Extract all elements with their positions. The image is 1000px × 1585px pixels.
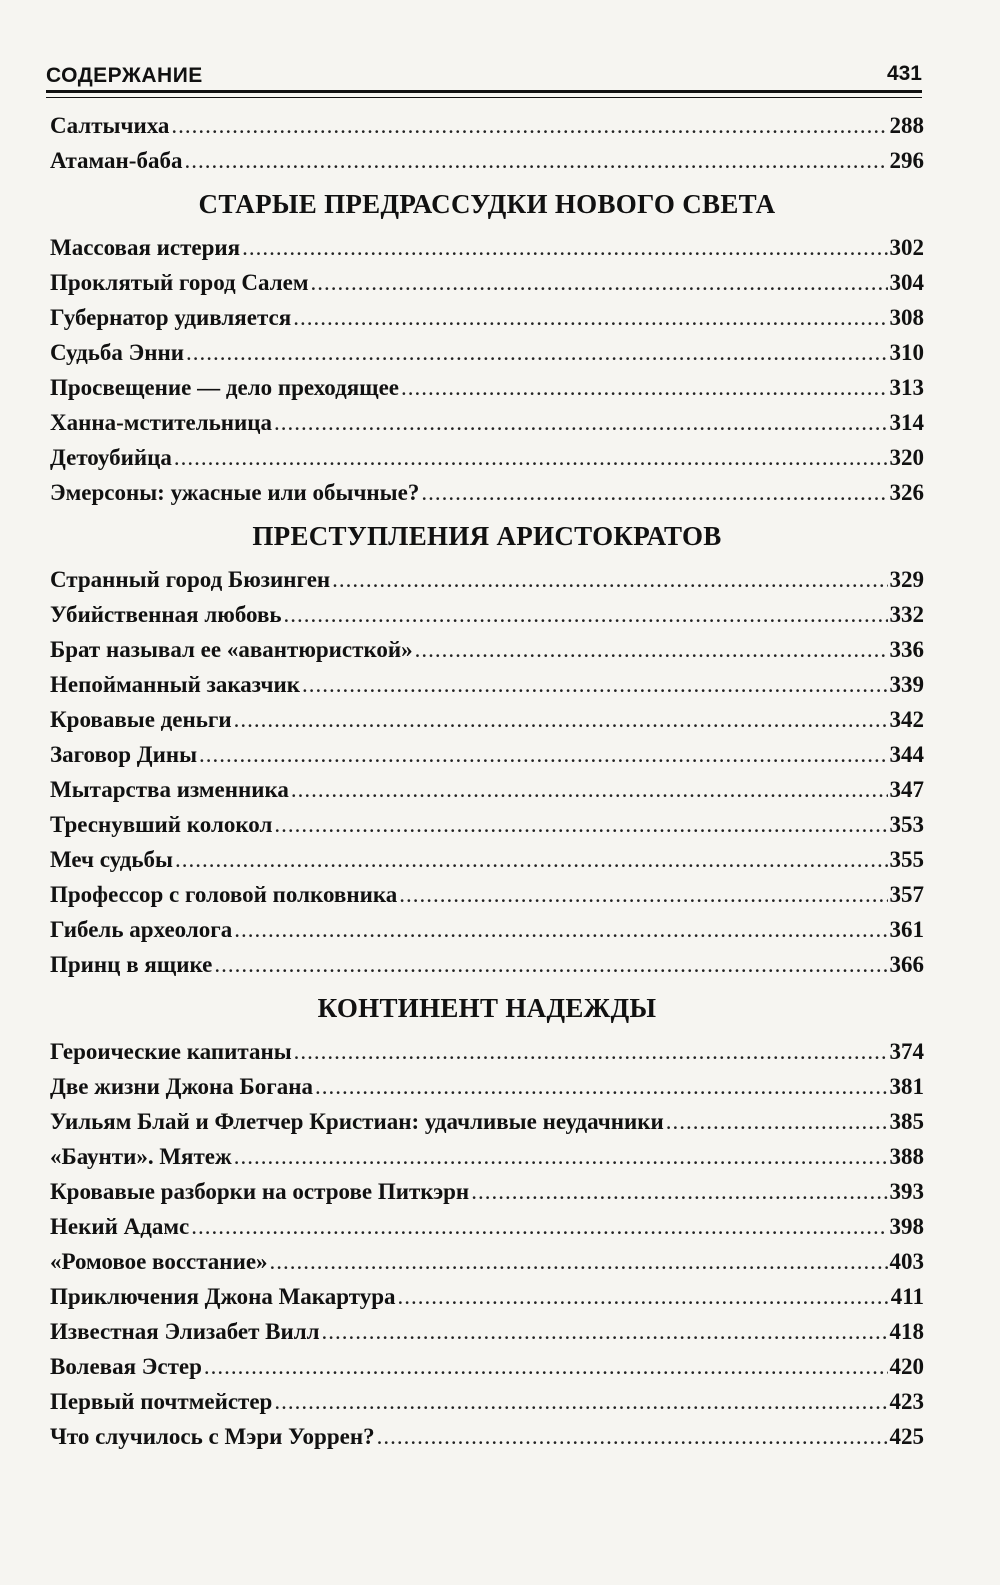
toc-entry-page: 403 (889, 1249, 924, 1274)
toc-entry-title: Салтычиха (50, 113, 170, 138)
toc-entry-page: 355 (889, 847, 924, 872)
toc-entry (50, 1384, 924, 1419)
toc-entry (50, 370, 924, 405)
section-heading: СТАРЫЕ ПРЕДРАССУДКИ НОВОГО СВЕТА (198, 189, 776, 219)
toc-entry-page: 336 (889, 637, 924, 662)
dot-leader (274, 405, 887, 440)
toc-entry (50, 143, 924, 178)
dot-leader (234, 702, 888, 737)
toc-entry-title: Треснувший колокол (50, 812, 273, 837)
dot-leader (184, 143, 887, 178)
dot-leader (214, 947, 887, 982)
toc-entry-title: «Ромовое восстание» (50, 1249, 268, 1274)
toc-entry (50, 702, 924, 737)
toc-entry (50, 1139, 924, 1174)
toc-entry-title: Атаман-баба (50, 148, 183, 173)
toc-entry-page: 329 (889, 567, 924, 592)
toc-entry-title: Волевая Эстер (50, 1354, 202, 1379)
toc-entry (50, 842, 924, 877)
toc-entry (50, 1349, 924, 1384)
toc-entry-page: 423 (889, 1389, 924, 1414)
dot-leader (401, 370, 887, 405)
toc-entry-title: Судьба Энни (50, 340, 184, 365)
toc-entry-page: 332 (889, 602, 924, 627)
toc-entry-title: Профессор с головой полковника (50, 882, 398, 907)
toc-entry-page: 288 (889, 113, 924, 138)
toc-entry-title: Меч судьбы (50, 847, 173, 872)
toc-entry-page: 308 (889, 305, 924, 330)
section-heading: ПРЕСТУПЛЕНИЯ АРИСТОКРАТОВ (252, 521, 722, 551)
toc-entry-title: Принц в ящике (50, 952, 213, 977)
toc-entry (50, 562, 924, 597)
toc-entry-page: 374 (889, 1039, 924, 1064)
dot-leader (377, 1419, 888, 1454)
toc-entry (50, 1209, 924, 1244)
toc-entry (50, 1034, 924, 1069)
toc-entry-title: Ханна-мстительница (50, 410, 273, 435)
toc-entry-title: Мытарства изменника (50, 777, 289, 802)
toc-entry-page: 344 (889, 742, 924, 767)
toc-entry-page: 353 (889, 812, 924, 837)
dot-leader (274, 1384, 887, 1419)
dot-leader (415, 632, 888, 667)
dot-leader (311, 265, 888, 300)
toc-entry (50, 772, 924, 807)
dot-leader (174, 440, 888, 475)
toc-entry-page: 385 (889, 1109, 924, 1134)
toc-entry-title: Массовая истерия (50, 235, 241, 260)
toc-entry-page: 310 (889, 340, 924, 365)
dot-leader (332, 562, 887, 597)
toc-entry (50, 1419, 924, 1454)
toc-entry (50, 877, 924, 912)
section-heading: КОНТИНЕНТ НАДЕЖДЫ (317, 993, 657, 1023)
toc-entry-page: 320 (889, 445, 924, 470)
toc-entry (50, 1314, 924, 1349)
toc-entry-title: Две жизни Джона Богана (50, 1074, 313, 1099)
dot-leader (397, 1279, 888, 1314)
toc-entry-page: 361 (889, 917, 924, 942)
toc-entry-title: Непойманный заказчик (50, 672, 300, 697)
toc-entry-page: 302 (889, 235, 924, 260)
toc-entry-title: Проклятый город Салем (50, 270, 309, 295)
toc-entry-page: 425 (889, 1424, 924, 1449)
toc-entry-page: 313 (889, 375, 924, 400)
toc-entry-page: 393 (889, 1179, 924, 1204)
toc-entry-page: 388 (889, 1144, 924, 1169)
toc-entry-page: 296 (889, 148, 924, 173)
dot-leader (274, 807, 887, 842)
toc-entry-title: Детоубийца (50, 445, 172, 470)
toc-entry (50, 265, 924, 300)
toc-entry-page: 339 (889, 672, 924, 697)
table-of-contents (50, 108, 924, 1454)
toc-entry-page: 304 (889, 270, 924, 295)
toc-entry (50, 1069, 924, 1104)
dot-leader (471, 1174, 887, 1209)
toc-entry-page: 398 (889, 1214, 924, 1239)
dot-leader (666, 1104, 888, 1139)
dot-leader (302, 667, 888, 702)
toc-entry-title: Героические капитаны (50, 1039, 292, 1064)
toc-entry-title: Что случилось с Мэри Уоррен? (50, 1424, 375, 1449)
toc-entry (50, 807, 924, 842)
toc-entry-title: Странный город Бюзинген (50, 567, 331, 592)
dot-leader (270, 1244, 888, 1279)
toc-entry (50, 667, 924, 702)
dot-leader (204, 1349, 888, 1384)
toc-entry (50, 440, 924, 475)
dot-leader (284, 597, 888, 632)
toc-entry (50, 597, 924, 632)
toc-entry-title: Заговор Дины (50, 742, 198, 767)
toc-entry-title: Приключения Джона Макартура (50, 1284, 396, 1309)
dot-leader (171, 108, 887, 143)
running-head (46, 54, 922, 93)
toc-entry-title: Просвещение — дело преходящее (50, 375, 400, 400)
dot-leader (399, 877, 887, 912)
dot-leader (234, 912, 887, 947)
toc-entry-title: Кровавые деньги (50, 707, 232, 732)
toc-entry-page: 366 (889, 952, 924, 977)
toc-entry-page: 326 (889, 480, 924, 505)
toc-entry (50, 108, 924, 143)
dot-leader (191, 1209, 887, 1244)
toc-entry (50, 335, 924, 370)
toc-entry-title: Уильям Блай и Флетчер Кристиан: удачливые неудачники (50, 1109, 664, 1134)
page-number: 431 (886, 62, 922, 85)
dot-leader (294, 1034, 888, 1069)
toc-entry-page: 342 (889, 707, 924, 732)
toc-entry-title: Гибель археолога (50, 917, 233, 942)
toc-entry-page: 347 (889, 777, 924, 802)
toc-entry (50, 1174, 924, 1209)
dot-leader (421, 475, 887, 510)
toc-entry (50, 947, 924, 982)
toc-entry (50, 300, 924, 335)
toc-entry-title: Эмерсоны: ужасные или обычные? (50, 480, 420, 505)
toc-entry (50, 475, 924, 510)
toc-entry (50, 230, 924, 265)
toc-entry (50, 1279, 924, 1314)
toc-entry-title: Некий Адамс (50, 1214, 190, 1239)
toc-entry (50, 1104, 924, 1139)
toc-entry (50, 632, 924, 667)
dot-leader (186, 335, 888, 370)
toc-entry-title: Брат называл ее «авантюристкой» (50, 637, 413, 662)
dot-leader (291, 772, 888, 807)
toc-entry-title: Губернатор удивляется (50, 305, 292, 330)
toc-entry (50, 737, 924, 772)
dot-leader (199, 737, 887, 772)
toc-entry-page: 357 (889, 882, 924, 907)
toc-entry (50, 405, 924, 440)
toc-entry (50, 1244, 924, 1279)
dot-leader (175, 842, 888, 877)
dot-leader (293, 300, 887, 335)
toc-entry-page: 381 (889, 1074, 924, 1099)
toc-entry-page: 411 (890, 1284, 924, 1309)
toc-entry (50, 912, 924, 947)
toc-entry-title: Кровавые разборки на острове Питкэрн (50, 1179, 470, 1204)
toc-entry-title: Известная Элизабет Вилл (50, 1319, 320, 1344)
dot-leader (234, 1139, 888, 1174)
toc-entry-title: Убийственная любовь (50, 602, 282, 627)
toc-entry-title: Первый почтмейстер (50, 1389, 273, 1414)
toc-entry-title: «Баунти». Мятеж (50, 1144, 232, 1169)
dot-leader (322, 1314, 888, 1349)
toc-entry-page: 420 (889, 1354, 924, 1379)
running-head-title: СОДЕРЖАНИЕ (46, 64, 203, 87)
dot-leader (315, 1069, 888, 1104)
toc-entry-page: 418 (889, 1319, 924, 1344)
dot-leader (242, 230, 887, 265)
toc-entry-page: 314 (889, 410, 924, 435)
